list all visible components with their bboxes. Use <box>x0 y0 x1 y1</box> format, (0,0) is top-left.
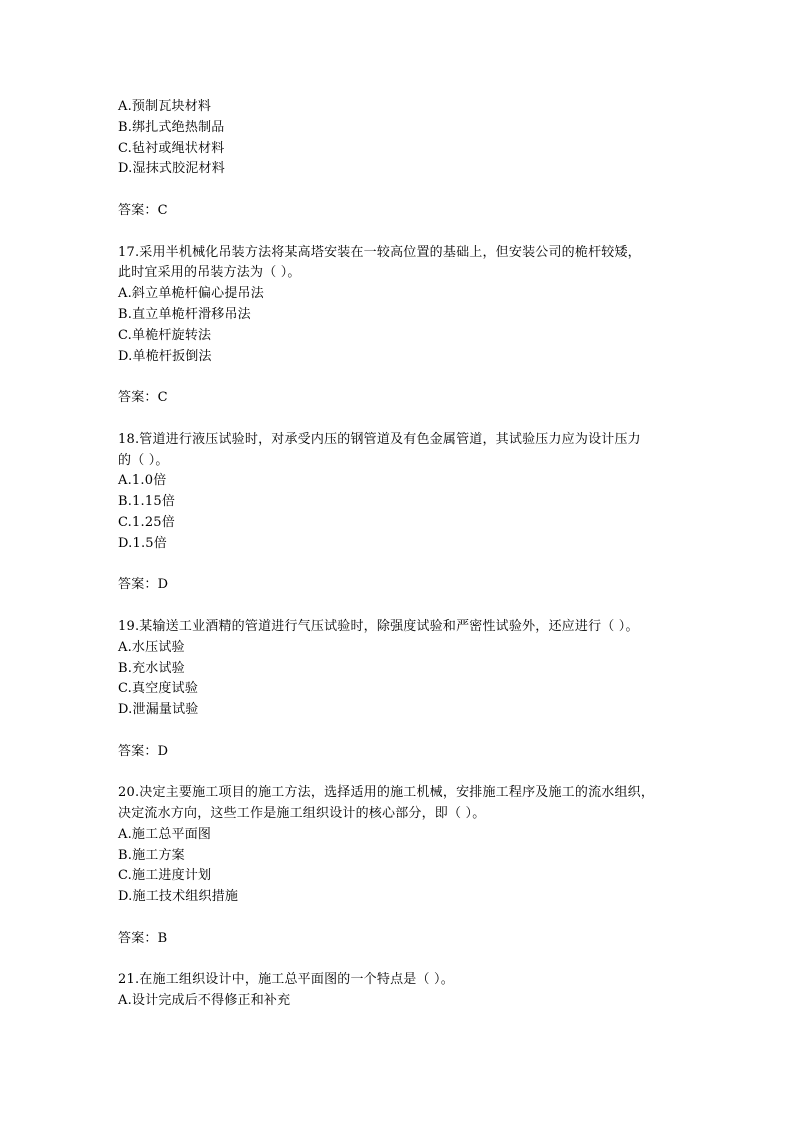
answer-line: 答案：C <box>118 202 168 218</box>
question-stem: 决定流水方向，这些工作是施工组织设计的核心部分，即（ ）。 <box>118 806 486 822</box>
question-21 <box>118 970 678 1012</box>
question-stem: 21.在施工组织设计中，施工总平面图的一个特点是（ ）。 <box>118 972 454 988</box>
option-d: D.湿抹式胶泥材料 <box>118 161 225 177</box>
option-a: A.设计完成后不得修正和补充 <box>118 993 291 1009</box>
spacer <box>118 222 678 243</box>
option-c: C.单桅杆旋转法 <box>118 327 212 343</box>
answer-line: 答案：C <box>118 390 168 406</box>
question-17 <box>118 243 678 430</box>
question-18 <box>118 430 678 617</box>
spacer <box>118 367 678 388</box>
question-stem: 的（ ）。 <box>118 452 169 468</box>
question-stem: 此时宜采用的吊装方法为（ ）。 <box>118 265 301 281</box>
option-b: B.施工方案 <box>118 847 185 863</box>
option-a: A.斜立单桅杆偏心提吊法 <box>118 286 264 302</box>
answer-line: 答案：D <box>118 577 169 593</box>
spacer <box>118 721 678 742</box>
spacer <box>118 180 678 201</box>
option-d: D.施工技术组织措施 <box>118 889 239 905</box>
spacer <box>118 763 678 784</box>
option-c: C.1.25倍 <box>118 514 175 530</box>
option-c: C.毡衬或绳状材料 <box>118 140 225 156</box>
question-list <box>118 97 678 1012</box>
option-a: A.水压试验 <box>118 639 185 655</box>
answer-line: 答案：D <box>118 743 169 759</box>
spacer <box>118 950 678 971</box>
option-a: A.预制瓦块材料 <box>118 99 212 114</box>
option-a: A.1.0倍 <box>118 473 167 489</box>
option-d: D.单桅杆扳倒法 <box>118 348 212 364</box>
answer-line: 答案：B <box>118 930 168 946</box>
spacer <box>118 596 678 617</box>
question-stem: 19.某输送工业酒精的管道进行气压试验时，除强度试验和严密性试验外，还应进行（ ）。 <box>118 618 639 634</box>
option-c: C.施工进度计划 <box>118 868 212 884</box>
option-b: B.1.15倍 <box>118 494 176 510</box>
question-stem: 20.决定主要施工项目的施工方法，选择适用的施工机械，安排施工程序及施工的流水组织， <box>118 785 655 801</box>
option-b: B.充水试验 <box>118 660 185 676</box>
question-20 <box>118 783 678 970</box>
option-a: A.施工总平面图 <box>118 826 212 842</box>
option-b: B.绑扎式绝热制品 <box>118 119 225 135</box>
option-d: D.1.5倍 <box>118 535 167 551</box>
question-stem: 17.采用半机械化吊装方法将某高塔安装在一较高位置的基础上，但安装公司的桅杆较矮， <box>118 244 641 260</box>
spacer <box>118 409 678 430</box>
option-b: B.直立单桅杆滑移吊法 <box>118 306 251 322</box>
option-d: D.泄漏量试验 <box>118 702 199 718</box>
spacer <box>118 555 678 576</box>
question-stem: 18.管道进行液压试验时，对承受内压的钢管道及有色金属管道，其试验压力应为设计压力 <box>118 431 641 447</box>
spacer <box>118 908 678 929</box>
option-c: C.真空度试验 <box>118 681 199 697</box>
prev-question-options <box>118 97 678 180</box>
question-19 <box>118 617 678 783</box>
